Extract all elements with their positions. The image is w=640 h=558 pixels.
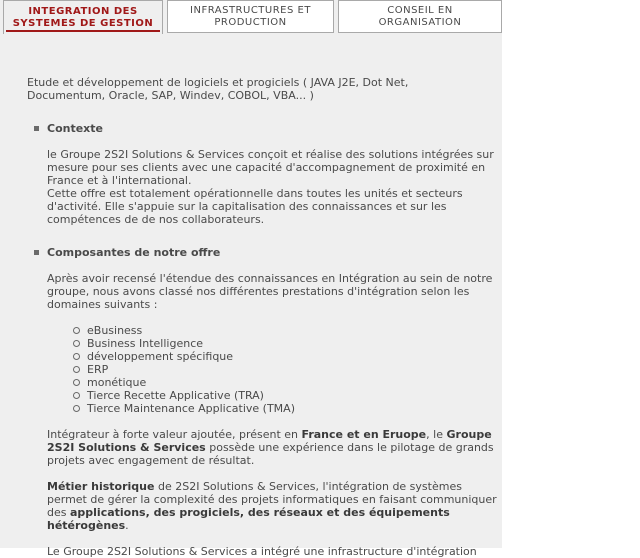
list-item: développement spécifique (73, 350, 497, 363)
contexte-block (47, 148, 497, 226)
circle-bullet-icon (73, 340, 80, 347)
circle-bullet-icon (73, 353, 80, 360)
list-item: Tierce Recette Applicative (TRA) (73, 389, 497, 402)
domains-list (73, 324, 497, 415)
circle-bullet-icon (73, 379, 80, 386)
tab-label: CONSEIL EN ORGANISATION (378, 4, 462, 28)
list-item: Tierce Maintenance Applicative (TMA) (73, 402, 497, 415)
tab-bar (0, 0, 502, 34)
tab-conseil-organisation[interactable] (338, 0, 502, 33)
tab-label: INTEGRATION DES SYSTEMES DE GESTION (12, 5, 154, 29)
section-heading-contexte: Contexte (34, 122, 497, 135)
square-bullet-icon (34, 126, 39, 131)
intro-text: Etude et développement de logiciels et progiciels ( JAVA J2E, Dot Net, Documentum, Oracle, SAP, Windev, COBOL, VBA... ) (27, 76, 409, 102)
list-item: monétique (73, 376, 497, 389)
square-bullet-icon (34, 250, 39, 255)
circle-bullet-icon (73, 405, 80, 412)
section-heading-composantes: Composantes de notre offre (34, 246, 497, 259)
list-item: eBusiness (73, 324, 497, 337)
truncated-paragraph: Le Groupe 2S2I Solutions & Services a intégré une infrastructure d'intégration (47, 545, 477, 558)
list-item: ERP (73, 363, 497, 376)
composantes-block (47, 272, 497, 558)
list-item: Business Intelligence (73, 337, 497, 350)
contexte-paragraph: le Groupe 2S2I Solutions & Services conçoit et réalise des solutions intégrées sur mesure pour ses clients avec une capacité d'accompagnement de proximité en France et à l'international. Cette offre est totalement opérationnelle dans toutes les unités et secteurs d'activité. Elle s'appuie sur la capitalisation des connaissances et sur les compétences de de nos collaborateurs. (47, 148, 494, 226)
tab-label: INFRASTRUCTURES ET PRODUCTION (190, 4, 311, 28)
active-tab-underline (6, 30, 160, 32)
circle-bullet-icon (73, 327, 80, 334)
circle-bullet-icon (73, 366, 80, 373)
metier-paragraph: Métier historique de 2S2I Solutions & Services, l'intégration de systèmes permet de gérer la complexité des projets informatiques en faisant communiquer des applications, des progiciels, des réseaux et des équipements hétérogènes. (47, 480, 497, 532)
tab-infrastructures-production[interactable] (167, 0, 334, 33)
main-content (27, 76, 497, 558)
tab-integration-systemes-gestion[interactable] (3, 0, 163, 34)
composantes-intro-paragraph: Après avoir recensé l'étendue des connaissances en Intégration au sein de notre groupe, nous avons classé nos différentes prestations d'intégration selon les domaines suivants : (47, 272, 493, 311)
integrateur-paragraph: Intégrateur à forte valeur ajoutée, présent en France et en Eruope, le Groupe 2S2I Solutions & Services possède une expérience dans le pilotage de grands projets avec engagement de résultat. (47, 428, 494, 467)
circle-bullet-icon (73, 392, 80, 399)
